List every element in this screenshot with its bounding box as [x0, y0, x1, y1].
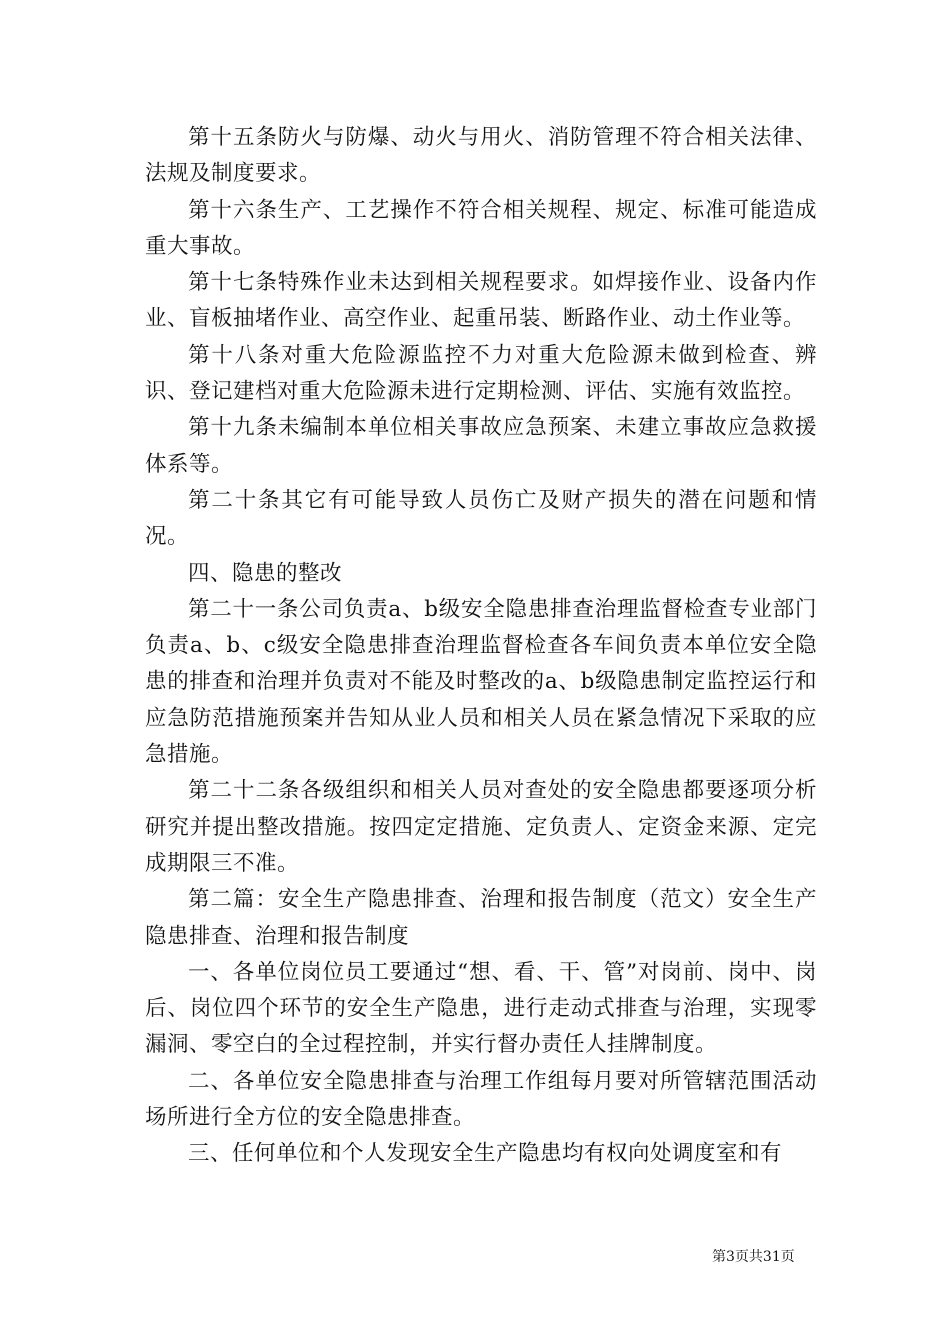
paragraph-article-21: 第二十一条公司负责a、b级安全隐患排查治理监督检查专业部门负责a、b、c级安全隐患排查治理监督检查各车间负责本单位安全隐患的排查和治理并负责对不能及时整改的a、b级隐患制定监控运行和应急防范措施预案并告知从业人员和相关人员在紧急情况下采取的应急措施。	[145, 596, 817, 768]
paragraph-part-two-title: 第二篇：安全生产隐患排查、治理和报告制度（范文）安全生产隐患排查、治理和报告制度	[145, 887, 817, 949]
paragraph-article-22: 第二十二条各级组织和相关人员对查处的安全隐患都要逐项分析研究并提出整改措施。按四定定措施、定负责人、定资金来源、定完成期限三不准。	[145, 778, 817, 876]
document-body	[145, 120, 817, 1173]
page-number: 第3页共31页	[712, 1249, 795, 1265]
paragraph-item-three: 三、任何单位和个人发现安全生产隐患均有权向处调度室和有	[188, 1141, 783, 1167]
paragraph-item-two: 二、各单位安全隐患排查与治理工作组每月要对所管辖范围活动场所进行全方位的安全隐患排查。	[145, 1068, 817, 1131]
paragraph-article-17: 第十七条特殊作业未达到相关规程要求。如焊接作业、设备内作业、盲板抽堵作业、高空作业、起重吊装、断路作业、动土作业等。	[145, 270, 817, 332]
paragraph-article-18: 第十八条对重大危险源监控不力对重大危险源未做到检查、辨识、登记建档对重大危险源未进行定期检测、评估、实施有效监控。	[145, 342, 817, 405]
section-heading-rectification: 四、隐患的整改	[188, 560, 343, 586]
paragraph-article-16: 第十六条生产、工艺操作不符合相关规程、规定、标准可能造成重大事故。	[145, 197, 817, 259]
paragraph-article-15: 第十五条防火与防爆、动火与用火、消防管理不符合相关法律、法规及制度要求。	[145, 125, 817, 187]
paragraph-article-20: 第二十条其它有可能导致人员伤亡及财产损失的潜在问题和情况。	[145, 487, 817, 550]
paragraph-item-one: 一、各单位岗位员工要通过“想、看、干、管”对岗前、岗中、岗后、岗位四个环节的安全生产隐患，进行走动式排查与治理，实现零漏洞、零空白的全过程控制，并实行督办责任人挂牌制度。	[145, 959, 817, 1058]
paragraph-article-19: 第十九条未编制本单位相关事故应急预案、未建立事故应急救援体系等。	[145, 415, 817, 477]
